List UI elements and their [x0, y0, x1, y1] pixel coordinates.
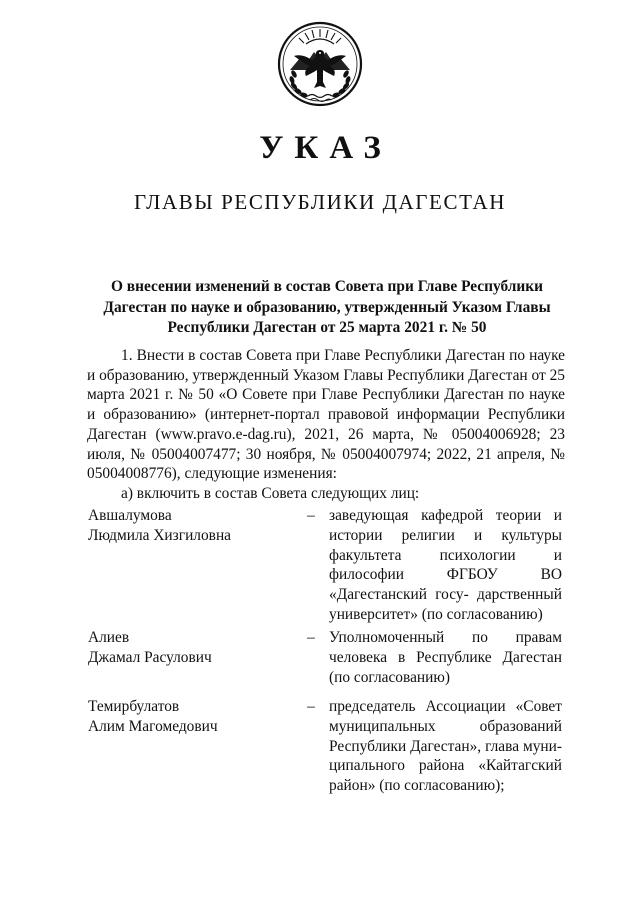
- member-surname: Авшалумова: [88, 507, 172, 524]
- member-given-name: Алим Магомедович: [88, 717, 218, 735]
- decree-heading-line: Республики Дагестан от 25 марта 2021 г. № 50: [167, 319, 487, 336]
- member-surname: Алиев: [88, 629, 130, 646]
- decree-body: [87, 346, 565, 504]
- decree-heading-line: Дагестан по науке и образованию, утвержденный Указом Главы: [103, 298, 551, 316]
- member-role: Уполномоченный по правам человека в Республике Дагестан (по согласованию): [329, 629, 562, 686]
- member-dash: –: [307, 629, 315, 646]
- member-given-name: Людмила Хизгиловна: [88, 526, 232, 544]
- decree-heading-line: О внесении изменений в состав Совета при Главе Республики: [110, 278, 544, 295]
- member-name: [88, 697, 293, 737]
- member-role: председатель Ассоциации «Совет муниципальных образований Республики Дагестан», глава муни- ципального района «Кайтагский район» (по согласованию);: [329, 698, 562, 795]
- member-name: [88, 628, 293, 668]
- member-name: [88, 506, 293, 546]
- member-surname: Темирбулатов: [88, 698, 180, 715]
- member-dash: –: [307, 507, 315, 524]
- member-role: заведующая кафедрой теории и истории религии и культуры факультета психологии и философии ФГБОУ ВО «Дагестанский госу- дарственный университет» (по согласованию): [329, 507, 562, 623]
- member-given-name: Джамал Расулович: [88, 648, 212, 666]
- dagestan-coat-of-arms-icon: [276, 20, 364, 108]
- body-paragraph: 1. Внести в состав Совета при Главе Республики Дагестан по науке и образованию, утвержденный Указом Главы Республики Дагестан от 25 марта 2021 г. № 50 «О Совете при Главе Республики Дагестан по науке и образованию» (интернет-портал правовой информации Республики Дагестан (www.pravo.e-dag.ru), 2021, 26 марта, № 05004006928; 23 июля, № 05004007477; 30 ноября, № 05004007974; 2022, 21 апреля, № 05004008776), следующие изменения:: [87, 347, 565, 483]
- decree-heading: [88, 277, 566, 339]
- document-title: УКАЗ: [259, 130, 392, 166]
- document-subtitle: ГЛАВЫ РЕСПУБЛИКИ ДАГЕСТАН: [133, 190, 507, 214]
- member-dash: –: [307, 698, 315, 715]
- body-paragraph: а) включить в состав Совета следующих лиц:: [121, 484, 420, 502]
